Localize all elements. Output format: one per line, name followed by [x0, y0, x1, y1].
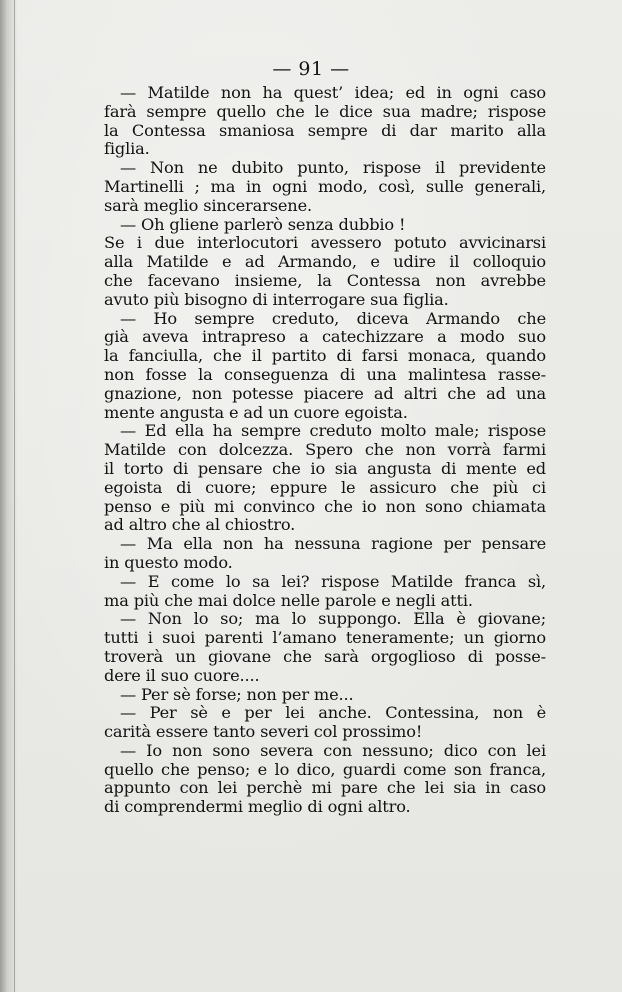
text-line: ad altro che al chiostro.	[104, 515, 296, 535]
text-line: Se i due interlocutori avessero potuto avvicinarsi	[104, 233, 546, 253]
text-line: — Non lo so; ma lo suppongo. Ella è giovane;	[120, 609, 546, 629]
text-line: — Io non sono severa con nessuno; dico con lei	[120, 740, 546, 760]
text-line: — Ma ella non ha nessuna ragione per pensare	[120, 534, 546, 554]
text-line: — Ed ella ha sempre creduto molto male; rispose	[120, 421, 546, 441]
text-line: — Per sè e per lei anche. Contessina, non è	[120, 703, 546, 723]
text-line: — Matilde non ha quest’ idea; ed in ogni caso	[120, 83, 546, 102]
text-line: di comprendermi meglio di ogni altro.	[104, 797, 411, 817]
text-line: non fosse la conseguenza di una malintesa rasse-	[104, 364, 546, 384]
text-line: — Oh gliene parlerò senza dubbio !	[120, 214, 406, 234]
text-line: carità essere tanto severi col prossimo!	[104, 722, 423, 742]
text-line: mente angusta e ad un cuore egoista.	[104, 402, 408, 422]
text-line: penso e più mi convinco che io non sono chiamata	[104, 496, 546, 516]
text-line: — Ho sempre creduto, diceva Armando che	[120, 308, 546, 328]
text-line: troverà un giovane che sarà orgoglioso di posse-	[104, 646, 546, 666]
text-line: farà sempre quello che le dice sua madre; rispose	[104, 101, 546, 121]
text-line: ma più che mai dolce nelle parole e negli atti.	[104, 590, 473, 610]
text-line: — E come lo sa lei? rispose Matilde franca sì,	[120, 571, 546, 591]
text-line: figlia.	[104, 139, 150, 159]
page-binding-edge	[0, 0, 18, 992]
text-line: il torto di pensare che io sia angusta di mente ed	[104, 458, 546, 478]
text-line: sarà meglio sincerarsene.	[104, 195, 312, 215]
text-line: Matilde con dolcezza. Spero che non vorrà farmi	[104, 440, 546, 460]
binding-line	[14, 0, 15, 992]
text-line: dere il suo cuore....	[104, 665, 260, 685]
text-line: egoista di cuore; eppure le assicuro che più ci	[104, 477, 546, 497]
text-line: quello che penso; e lo dico, guardi come son franca,	[104, 759, 546, 779]
text-line: che facevano insieme, la Contessa non avrebbe	[104, 270, 546, 290]
text-line: la fanciulla, che il partito di farsi monaca, quando	[104, 346, 546, 366]
text-line: la Contessa smaniosa sempre di dar marito alla	[104, 120, 546, 140]
text-line: in questo modo.	[104, 552, 233, 572]
text-line: già aveva intrapreso a catechizzare a modo suo	[104, 327, 546, 347]
page-number: — 91 —	[272, 58, 350, 80]
text-line: avuto più bisogno di interrogare sua figlia.	[104, 289, 449, 309]
text-line: Martinelli ; ma in ogni modo, così, sulle generali,	[104, 176, 546, 196]
text-line: gnazione, non potesse piacere ad altri che ad una	[104, 383, 546, 403]
text-line: appunto con lei perchè mi pare che lei sia in caso	[104, 778, 546, 798]
text-line: tutti i suoi parenti l’amano teneramente; un giorno	[104, 628, 546, 648]
text-line: — Per sè forse; non per me...	[120, 684, 354, 704]
body-text	[104, 84, 546, 817]
text-line: — Non ne dubito punto, rispose il previdente	[120, 158, 546, 178]
text-line: alla Matilde e ad Armando, e udire il colloquio	[104, 252, 546, 272]
